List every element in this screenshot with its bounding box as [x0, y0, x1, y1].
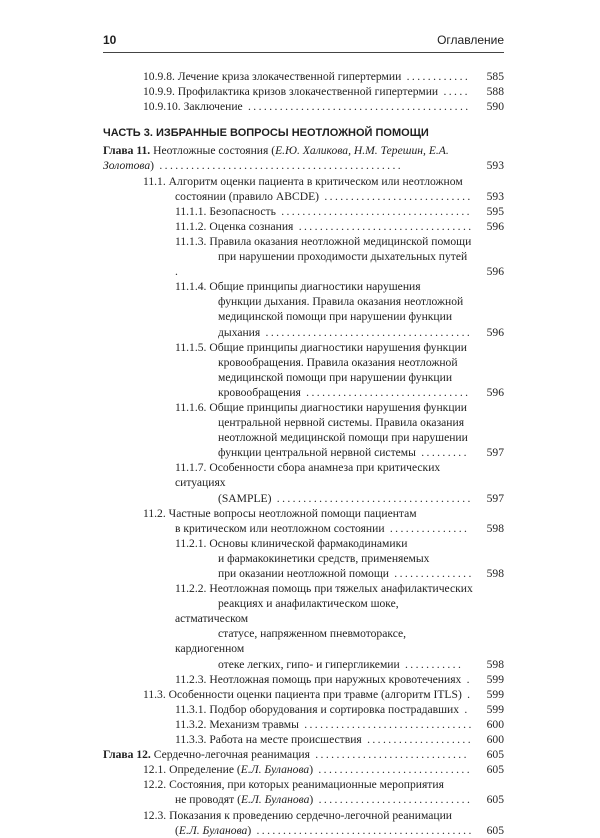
toc-entry-text: 10.9.10. Заключение	[143, 100, 243, 114]
toc-entry-text: 11.1.6. Общие принципы диагностики нарушения функции	[175, 400, 467, 414]
toc-entry	[103, 174, 504, 204]
page-number: 10	[103, 33, 117, 47]
toc-entry-author: Е.Л. Буланова	[240, 763, 310, 777]
toc-entry-text: 11.1. Алгоритм оценки пациента в критическом или неотложном	[143, 174, 463, 188]
toc-entry-text: )	[309, 763, 314, 777]
toc-entry-author: Е.Л. Буланова	[240, 793, 310, 807]
toc-entry-text: 10.9.8. Лечение криза злокачественной гипертермии	[143, 70, 402, 83]
toc-entry-text: 11.1.4. Общие принципы диагностики нарушения	[175, 280, 421, 294]
toc-entry-text: медицинской помощи при нарушении функции	[218, 310, 453, 324]
toc-entry-text: кровообращения. Правила оказания неотложной	[218, 355, 458, 369]
leader-dots: .............................	[309, 748, 469, 762]
part-heading: ЧАСТЬ 3. ИЗБРАННЫЕ ВОПРОСЫ НЕОТЛОЖНОЙ ПОМОЩИ	[103, 127, 429, 140]
leader-dots: ............................	[319, 189, 473, 203]
header-rule	[103, 52, 504, 53]
toc-entry-text: 11.1.1. Безопасность	[175, 204, 276, 218]
toc-entry-page: 597	[486, 446, 504, 460]
leader-dots: .	[461, 687, 473, 701]
leader-dots: ...............	[388, 567, 474, 580]
toc-entry	[103, 219, 504, 234]
toc-entry-text: реакциях и анафилактическом шоке, астматическом	[175, 597, 399, 626]
leader-dots: .........	[415, 446, 469, 460]
toc-entry-page: 588	[486, 85, 504, 99]
toc-entry	[103, 717, 504, 732]
toc-entry-text: функции центральной нервной системы	[218, 446, 416, 460]
leader-dots: .....................................	[271, 491, 473, 505]
toc-entry-text: и фармакокинетики средств, применяемых	[218, 551, 430, 565]
toc-entry-text: )	[309, 793, 314, 807]
toc-entry	[103, 84, 504, 99]
toc-entry-text: кровообращения	[218, 385, 301, 399]
toc-entry-page: 595	[486, 204, 504, 218]
toc-entry-text: состоянии (правило ABCDE)	[175, 189, 320, 203]
chapter-authors: Е.Ю. Халикова, Н.М. Терешин, Е.А. Золотова	[103, 144, 449, 173]
toc-entry-text: 11.3.1. Подбор оборудования и сортировка пострадавших	[175, 702, 460, 716]
leader-dots: ..............................................	[154, 159, 404, 173]
toc-entry-text: (SAMPLE)	[218, 491, 272, 505]
toc-entry-text: 12.2. Состояния, при которых реанимационные мероприятия	[143, 778, 444, 792]
toc-entry-text: )	[247, 823, 252, 837]
toc-entry-text: 11.1.7. Особенности сбора анамнеза при критических ситуациях	[175, 461, 441, 490]
toc-entry	[103, 400, 504, 460]
toc-entry-text: 11.2. Частные вопросы неотложной помощи пациентам	[143, 506, 417, 520]
toc-entry-page: 599	[486, 672, 504, 686]
chapter-label: Глава 11.	[103, 144, 151, 158]
toc-entry-page: 596	[486, 265, 504, 279]
toc-entry-page: 593	[486, 159, 504, 173]
toc-entry	[103, 581, 504, 672]
toc-entry	[103, 279, 504, 339]
toc-entry	[103, 762, 504, 777]
toc-entry	[103, 506, 504, 536]
leader-dots: ..........................................	[242, 100, 471, 114]
toc-entry-page: 596	[486, 325, 504, 339]
toc-entry-page: 605	[486, 823, 504, 837]
toc-entry-text: функции дыхания. Правила оказания неотложной	[218, 295, 464, 309]
leader-dots: ...............	[384, 521, 470, 535]
toc-entry	[103, 340, 504, 400]
leader-dots: ....................................	[275, 204, 472, 218]
toc-entry-text: не проводят (	[175, 793, 241, 807]
toc-entry	[103, 702, 504, 717]
toc-entry	[103, 732, 504, 747]
toc-entry-page: 600	[486, 717, 504, 731]
toc-entry-text: неотложной медицинской помощи при нарушении	[218, 431, 468, 445]
toc-entry	[103, 777, 504, 807]
toc-entry-text: 11.1.5. Общие принципы диагностики нарушения функции	[175, 340, 467, 354]
toc-entry-text: 12.1. Определение (	[143, 763, 241, 777]
toc-entry	[103, 234, 504, 279]
chapter-title: Неотложные состояния (	[153, 144, 276, 158]
leader-dots: ................................	[298, 717, 474, 731]
toc-entry-page: 605	[486, 748, 504, 762]
leader-dots: .............................	[313, 793, 473, 807]
toc-entry	[103, 808, 504, 838]
leader-dots: .............................	[313, 763, 473, 777]
chapter-entry-11: Глава 11. Неотложные состояния (Е.Ю. Халикова, Н.М. Терешин, Е.А. Золотова) .............................................. 593	[103, 144, 504, 173]
toc-entry-text: (	[175, 823, 179, 837]
leader-dots: ...............................	[300, 385, 471, 399]
toc-entry-page: 605	[486, 763, 504, 777]
leader-dots: ............	[401, 70, 471, 83]
toc-entry-text: 11.2.2. Неотложная помощь при тяжелых анафилактических	[175, 582, 473, 596]
leader-dots: .....	[438, 85, 470, 99]
toc-entry-page: 596	[486, 219, 504, 233]
toc-entry-text: медицинской помощи при нарушении функции	[218, 370, 453, 384]
toc-entry-page: 596	[486, 385, 504, 399]
toc-entry-text: дыхания	[218, 325, 261, 339]
leader-dots: .	[175, 265, 181, 279]
table-of-contents	[103, 69, 504, 838]
toc-entry-text: при оказании неотложной помощи	[218, 567, 389, 580]
toc-entry	[103, 672, 504, 687]
toc-entry-page: 598	[486, 567, 504, 580]
toc-entry	[103, 204, 504, 219]
toc-entry-text: в критическом или неотложном состоянии	[175, 521, 385, 535]
toc-entry-page: 598	[486, 657, 504, 671]
toc-entry-page: 597	[486, 491, 504, 505]
toc-entry-text: 11.3. Особенности оценки пациента при травме (алгоритм ITLS)	[143, 687, 462, 701]
leader-dots: ...........	[399, 657, 464, 671]
chapter-title: Сердечно-легочная реанимация	[153, 748, 310, 762]
toc-entry	[103, 536, 504, 581]
toc-entry-text: статусе, напряженном пневмотораксе, кардиогенном	[175, 627, 407, 656]
toc-entry	[103, 460, 504, 505]
toc-entry-text: 11.3.2. Механизм травмы	[175, 717, 299, 731]
leader-dots: .........................................	[251, 823, 474, 837]
toc-entry-page: 585	[486, 70, 504, 83]
chapter-entry-12	[103, 747, 504, 762]
toc-entry-page: 599	[486, 702, 504, 716]
toc-entry-text: 11.1.2. Оценка сознания	[175, 219, 294, 233]
leader-dots: .	[461, 672, 472, 686]
toc-entry-text: 11.2.1. Основы клинической фармакодинамики	[175, 536, 408, 550]
toc-entry-text: отеке легких, гипо- и гипергликемии	[218, 657, 400, 671]
leader-dots: .................................	[293, 219, 474, 233]
leader-dots: .......................................	[260, 325, 473, 339]
toc-entry-page: 590	[486, 100, 504, 114]
toc-entry	[103, 69, 504, 84]
leader-dots: ....................	[361, 733, 474, 747]
running-header-title: Оглавление	[437, 33, 504, 47]
toc-entry-text: 10.9.9. Профилактика кризов злокачественной гипертермии	[143, 85, 439, 99]
toc-entry-author: Е.Л. Буланова	[178, 823, 248, 837]
toc-entry-page: 600	[486, 733, 504, 747]
toc-entry	[103, 99, 504, 114]
toc-entry-text: центральной нервной системы. Правила оказания	[218, 416, 465, 430]
toc-entry-page: 599	[486, 687, 504, 701]
toc-entry-page: 605	[486, 793, 504, 807]
toc-entry-text: 11.2.3. Неотложная помощь при наружных кровотечениях	[175, 672, 462, 686]
toc-entry-text: 12.3. Показания к проведению сердечно-легочной реанимации	[143, 808, 452, 822]
toc-entry-page: 593	[486, 189, 504, 203]
toc-entry	[103, 687, 504, 702]
chapter-label: Глава 12.	[103, 748, 151, 762]
toc-entry-text: 11.1.3. Правила оказания неотложной медицинской помощи	[175, 234, 472, 248]
toc-entry-text: при нарушении проходимости дыхательных путей	[218, 250, 468, 264]
toc-entry-text: 11.3.3. Работа на месте происшествия	[175, 733, 362, 747]
toc-entry-page: 598	[486, 521, 504, 535]
leader-dots: .	[459, 702, 470, 716]
